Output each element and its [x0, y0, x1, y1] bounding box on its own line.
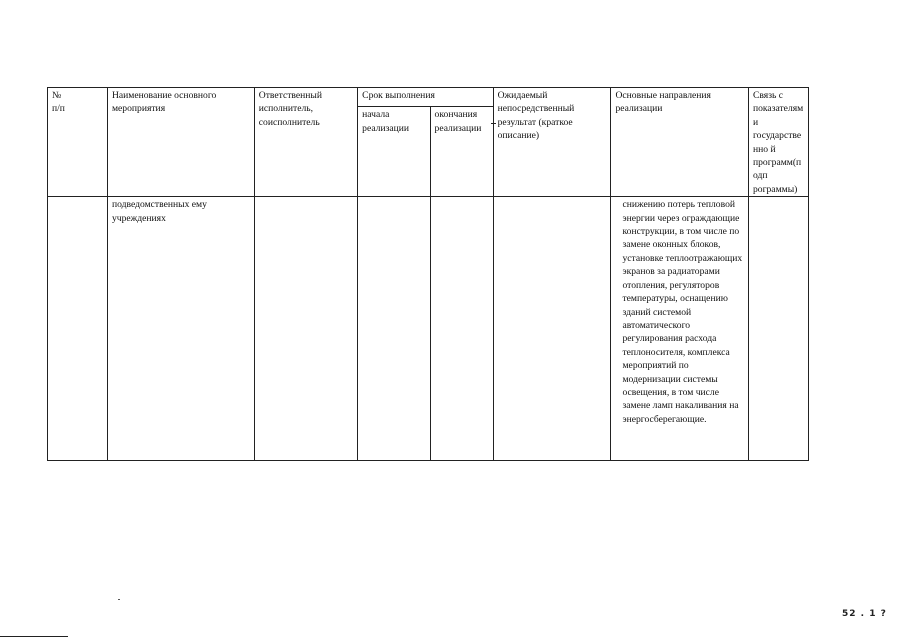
header-result: Ожидаемый непосредственный результат (краткое описание)	[493, 88, 611, 197]
footer-rule	[0, 636, 68, 637]
header-num: № п/п	[48, 88, 108, 197]
header-term-end: окончания реализации	[430, 107, 493, 197]
cell-name: подведомственных ему учреждениях	[107, 197, 254, 461]
cell-link	[748, 197, 808, 461]
cell-directions: снижению потерь тепловой энергии через ограждающие конструкции, в том числе по замене оконных блоков, установке теплоотражающих экранов за радиаторами отопления, регуляторов температуры, оснащению зданий системой автоматического регулирования расхода теплоносителя, комплекса мероприятий по модернизации системы освещения, в том числе замене ламп накаливания на энергосберегающие.	[611, 197, 749, 461]
scan-speck	[118, 599, 120, 600]
cell-term-start	[358, 197, 430, 461]
header-directions: Основные направления реализации	[611, 88, 749, 197]
header-term-start: начала реализации	[358, 107, 430, 197]
cell-result	[493, 197, 611, 461]
cell-term-end	[430, 197, 493, 461]
page-number: 52 . 1 ?	[842, 609, 887, 619]
header-link: Связь с показателями государственно й программ(подп рограммы)	[748, 88, 808, 197]
header-responsible: Ответственный исполнитель, соисполнитель	[254, 88, 357, 197]
cell-responsible	[254, 197, 357, 461]
table-row	[48, 197, 809, 461]
cell-num	[48, 197, 108, 461]
header-row	[48, 88, 809, 107]
scan-dash-mark	[491, 123, 496, 124]
header-term: Срок выполнения	[358, 88, 493, 107]
events-table	[47, 87, 809, 461]
header-name: Наименование основного мероприятия	[107, 88, 254, 197]
